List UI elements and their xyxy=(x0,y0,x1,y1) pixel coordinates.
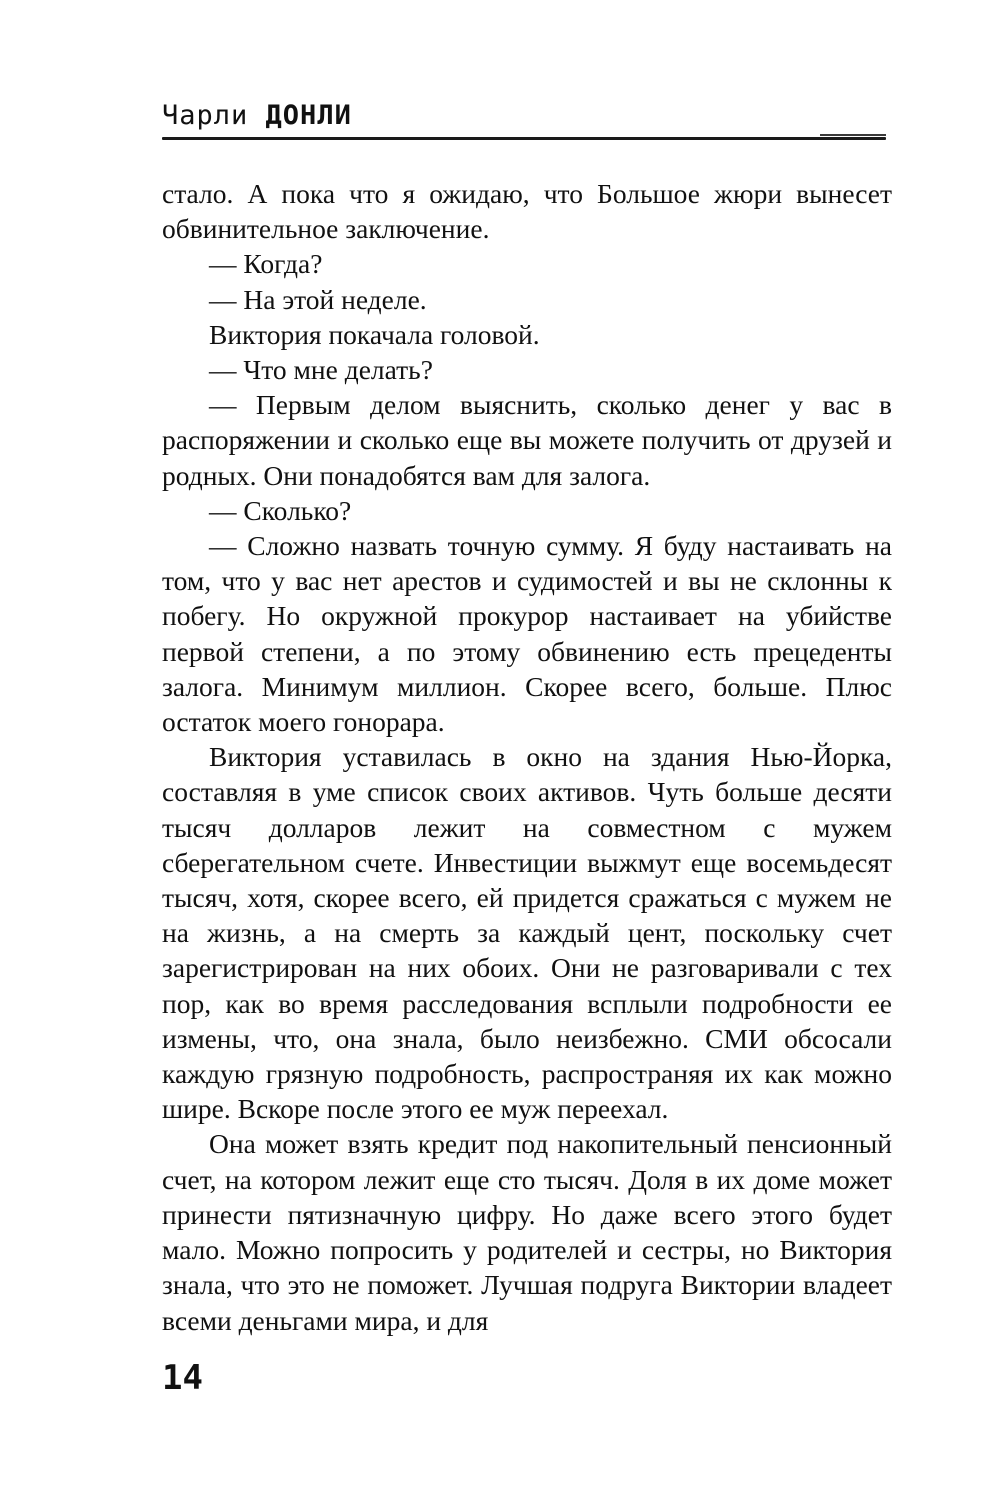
paragraph: — Первым делом выяснить, сколько денег у вас в распоряжении и сколько еще вы можете получить от друзей и родных. Они понадобятся вам для залога. xyxy=(162,389,892,491)
paragraph: — Сложно назвать точную сумму. Я буду настаивать на том, что у вас нет арестов и судимостей и вы не склонны к побегу. Но окружной прокурор настаивает на убийстве первой степени, а по этому обвинению есть прецеденты залога. Минимум миллион. Скорее всего, больше. Плюс остаток моего гонорара. xyxy=(162,530,892,738)
paragraph: Виктория покачала головой. xyxy=(209,318,540,350)
paragraph: стало. А пока что я ожидаю, что Большое жюри вынесет обвинительное заключение. xyxy=(162,178,892,245)
running-head xyxy=(162,100,352,131)
page-number: 14 xyxy=(162,1358,203,1398)
author-first-name: Чарли xyxy=(162,100,249,131)
paragraph: Виктория уставилась в окно на здания Нью-Йорка, составляя в уме список своих активов. Чуть больше десяти тысяч долларов лежит на совместном с мужем сберегательном счете. Инвестиции выжмут еще восемьдесят тысяч, хотя, скорее всего, ей придется сражаться с мужем не на жизнь, а на смерть за каждый цент, поскольку счет зарегистрирован на них обоих. Они не разговаривали с тех пор, как во время расследования всплыли подробности ее измены, что, она знала, было неизбежно. СМИ обсосали каждую грязную подробность, распространяя их как можно шире. Вскоре после этого ее муж переехал. xyxy=(162,741,892,1125)
paragraph: — Что мне делать? xyxy=(209,354,433,386)
author-last-name: ДОНЛИ xyxy=(265,100,352,131)
paragraph: Она может взять кредит под накопительный пенсионный счет, на котором лежит еще сто тысяч. Доля в их доме может принести пятизначную цифру. Но даже всего этого будет мало. Можно попросить у родителей и сестры, но Виктория знала, что это не поможет. Лучшая подруга Виктории владеет всеми деньгами мира, и для xyxy=(162,1128,892,1336)
header-rule xyxy=(162,137,886,140)
paragraph: — Сколько? xyxy=(209,494,352,526)
header-rule-accent xyxy=(820,134,886,136)
paragraph: — Когда? xyxy=(209,248,323,280)
paragraph: — На этой неделе. xyxy=(209,283,427,315)
body-text xyxy=(162,176,892,1338)
